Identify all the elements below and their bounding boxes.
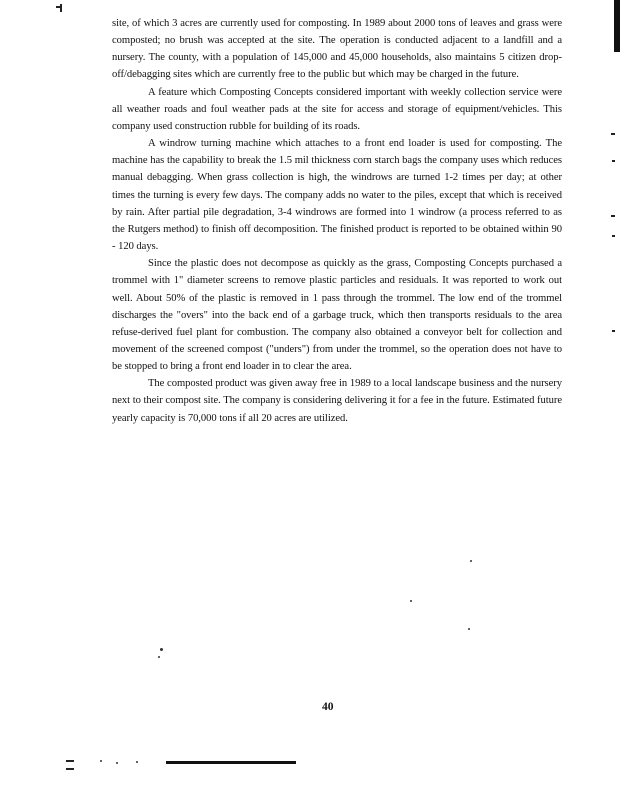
- scan-speck: [468, 628, 470, 630]
- scan-edge-tick: [612, 235, 615, 237]
- scan-corner-mark: [66, 768, 74, 770]
- scan-speck: [160, 648, 163, 651]
- scan-corner-mark: [56, 6, 60, 8]
- paragraph-3: A windrow turning machine which attaches to a front end loader is used for composting. The machine has the capability to break the 1.5 mil thickness corn starch bags the company uses which reduces manual debagging. When grass collection is high, the windrows are turned 1-2 times per day; at other times the turning is every few days. The company adds no water to the piles, except that which is received by rain. After partial pile degradation, 3-4 windrows are formed into 1 windrow (a process referred to as the Rutgers method) to finish off decomposition. The finished product is reported to be obtained within 90 - 120 days.: [112, 138, 562, 253]
- bottom-rule: [166, 761, 296, 764]
- scan-edge-bar: [614, 0, 620, 52]
- body-text: [112, 15, 562, 427]
- scan-speck: [410, 600, 412, 602]
- scan-speck: [116, 762, 118, 764]
- paragraph-4: Since the plastic does not decompose as quickly as the grass, Composting Concepts purchased a trommel with 1" diameter screens to remove plastic particles and residuals. It was reported to work out well. About 50% of the plastic is removed in 1 pass through the trommel. The low end of the trommel discharges the "overs" into the back end of a garbage truck, which then transports residuals to the area refuse-derived fuel plant for combustion. The company also obtained a conveyor belt for collection and movement of the screened compost ("unders") from under the trommel, so the operation does not have to be stopped to bring a front end loader in to clear the area.: [112, 258, 562, 373]
- paragraph-5: The composted product was given away free in 1989 to a local landscape business and the nursery next to their compost site. The company is considering delivering it for a fee in the future. Estimated future yearly capacity is 70,000 tons if all 20 acres are utilized.: [112, 378, 562, 424]
- scan-corner-mark: [66, 760, 74, 762]
- scan-edge-tick: [611, 133, 615, 135]
- paragraph-1: site, of which 3 acres are currently used for composting. In 1989 about 2000 tons of leaves and grass were composted; no brush was accepted at the site. The operation is conducted adjacent to a landfill and a nursery. The county, with a population of 145,000 and 45,000 households, also maintains 5 citizen drop-off/debagging sites which are currently free to the public but which may be charged in the future.: [112, 18, 562, 81]
- scan-edge-tick: [612, 160, 615, 162]
- scan-speck: [100, 760, 102, 762]
- scan-edge-tick: [611, 215, 615, 217]
- scan-corner-mark: [60, 4, 62, 12]
- scan-speck: [158, 656, 160, 658]
- scan-speck: [470, 560, 472, 562]
- scan-edge-tick: [612, 330, 615, 332]
- scan-speck: [136, 761, 138, 763]
- paragraph-2: A feature which Composting Concepts considered important with weekly collection service were all weather roads and foul weather pads at the site for access and storage of equipment/vehicles. This company used construction rubble for building of its roads.: [112, 86, 562, 132]
- page-number: 40: [322, 701, 334, 713]
